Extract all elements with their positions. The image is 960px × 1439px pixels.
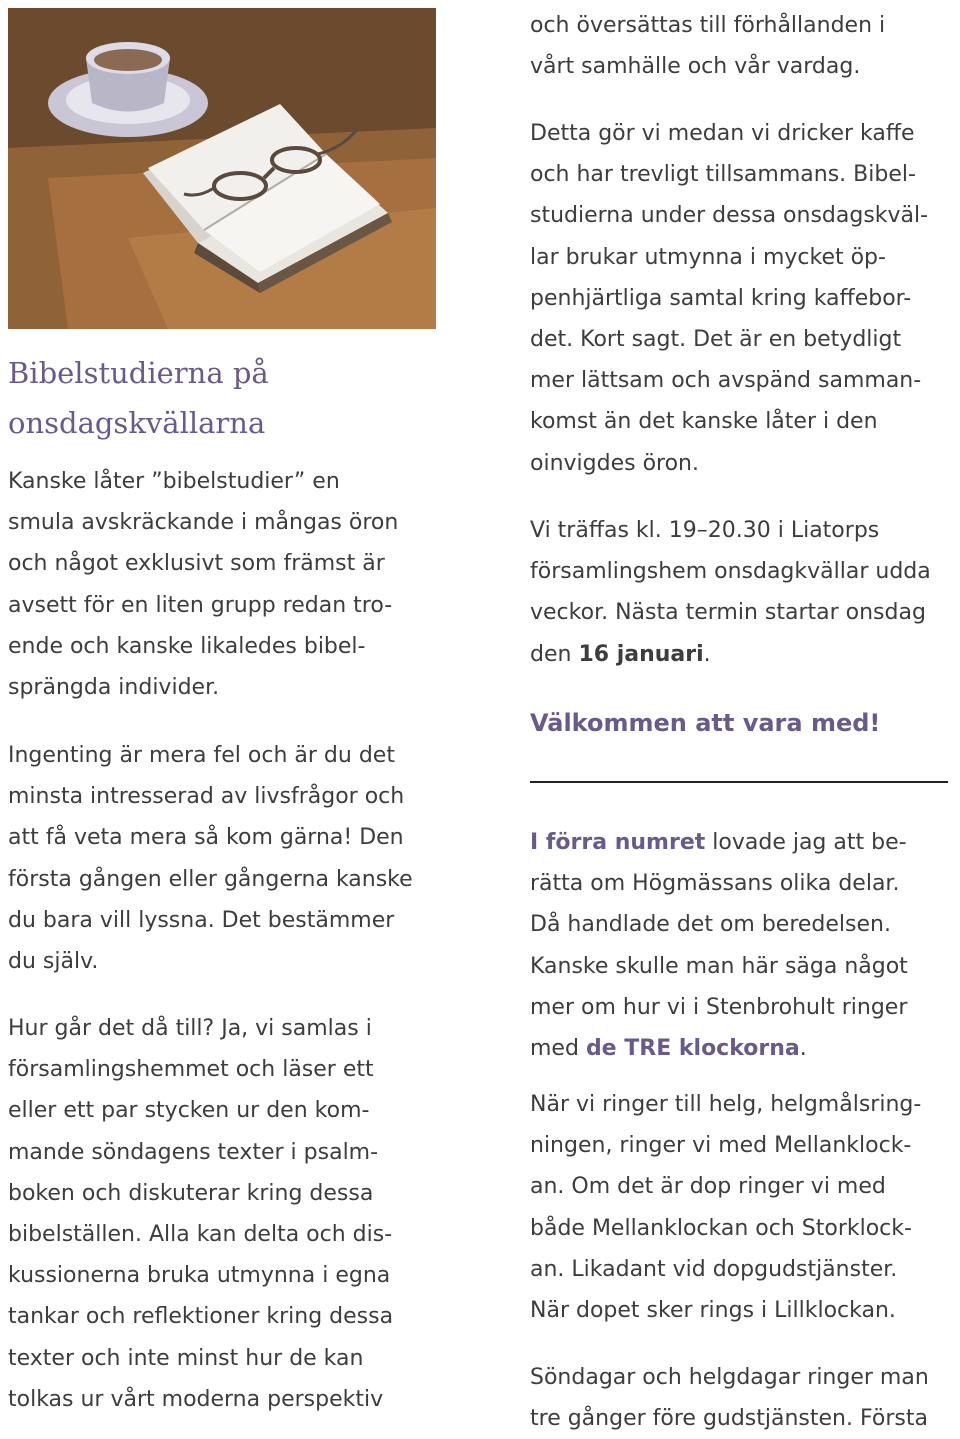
- welcome-block: [530, 703, 880, 744]
- text-line: När vi ringer till helg, helgmålsring-: [530, 1092, 922, 1117]
- text-line: tolkas ur vårt moderna perspektiv: [8, 1386, 384, 1412]
- text-line: an. Om det är dop ringer vi med: [530, 1174, 886, 1200]
- text-line: texter och inte minst hur de kan: [8, 1345, 364, 1371]
- date-prefix: den: [530, 641, 579, 667]
- text-line: Ingenting är mera fel och är du det: [8, 743, 395, 768]
- bells-paragraph: [530, 1084, 921, 1331]
- text-line: smula avskräckande i mångas öron: [8, 510, 399, 536]
- text-line: tankar och reflektioner kring dessa: [8, 1304, 394, 1330]
- text-line: mer om hur vi i Stenbrohult ringer: [530, 994, 908, 1020]
- text-line: mande söndagens texter i psalm-: [8, 1139, 379, 1165]
- text-line: Kanske låter ”bibelstudier” en: [8, 469, 340, 494]
- text-line: ningen, ringer vi med Mellanklock-: [530, 1133, 912, 1159]
- text-run: med: [530, 1036, 586, 1062]
- text-line: församlingshem onsdagkvällar udda: [530, 559, 931, 585]
- illustration-svg: [8, 8, 436, 329]
- text-line: eller ett par stycken ur den kom-: [8, 1098, 370, 1124]
- welcome-heading: Välkommen att vara med!: [530, 709, 881, 737]
- accent-previous-issue: I förra numret: [530, 830, 706, 855]
- text-line: oinvigdes öron.: [530, 450, 699, 476]
- text-line: församlingshemmet och läser ett: [8, 1057, 374, 1083]
- text-line: lar brukar utmynna i mycket öp-: [530, 244, 886, 270]
- start-date: 16 januari: [578, 641, 704, 667]
- text-line: mer lättsam och avspänd samman-: [530, 368, 922, 394]
- text-line: minsta intresserad av livsfrågor och: [8, 784, 405, 810]
- text-line: både Mellanklockan och Storklock-: [530, 1215, 912, 1241]
- text-line: komst än det kanske låter i den: [530, 409, 878, 435]
- text-line: veckor. Nästa termin startar onsdag: [530, 600, 926, 626]
- text-line: och översättas till förhållanden i: [530, 13, 886, 38]
- text-line: du bara vill lyssna. Det bestämmer: [8, 907, 395, 933]
- text-run: .: [799, 1036, 807, 1062]
- left-paragraph-1: [8, 461, 398, 708]
- text-line: och har trevligt tillsammans. Bibel-: [530, 162, 916, 188]
- text-line: När dopet sker rings i Lillklockan.: [530, 1298, 896, 1324]
- text-line: studierna under dessa onsdagskväl-: [530, 203, 929, 229]
- date-suffix: .: [703, 641, 711, 667]
- text-line: an. Likadant vid dopgudstjänster.: [530, 1256, 898, 1282]
- sunday-paragraph: [530, 1357, 929, 1439]
- meeting-info-paragraph: [530, 510, 931, 675]
- text-line: Kanske skulle man här säga något: [530, 953, 908, 979]
- text-line: Söndagar och helgdagar ringer man: [530, 1365, 929, 1390]
- text-line: det. Kort sagt. Det är en betydligt: [530, 327, 902, 353]
- text-line: kussionerna bruka utmynna i egna: [8, 1263, 391, 1289]
- text-line: rätta om Högmässans olika delar.: [530, 871, 900, 897]
- text-line: att få veta mera så kom gärna! Den: [8, 825, 404, 851]
- text-line: vårt samhälle och vår vardag.: [530, 54, 861, 80]
- text-line: avsett för en liten grupp redan tro-: [8, 592, 393, 618]
- accent-three-bells: de TRE klockorna: [585, 1036, 800, 1062]
- right-paragraph-1: [530, 5, 885, 87]
- article-title: [8, 348, 269, 448]
- text-line: boken och diskuterar kring dessa: [8, 1180, 374, 1206]
- text-line: bibelställen. Alla kan delta och dis-: [8, 1222, 393, 1248]
- text-line: [530, 822, 908, 863]
- left-paragraph-3: [8, 1008, 393, 1420]
- coffee-book-glasses-illustration: [8, 8, 436, 329]
- article-title-line-1: Bibelstudierna på: [8, 356, 269, 390]
- text-line: penhjärtliga samtal kring kaffebor-: [530, 285, 912, 311]
- text-line: [530, 634, 931, 675]
- text-line: Vi träffas kl. 19–20.30 i Liatorps: [530, 518, 880, 543]
- text-line: första gången eller gångerna kanske: [8, 866, 413, 892]
- text-line: du själv.: [8, 949, 99, 975]
- text-run: lovade jag att be-: [705, 830, 907, 855]
- text-line: och något exklusivt som främst är: [8, 551, 385, 577]
- left-paragraph-2: [8, 735, 413, 982]
- text-line: Detta gör vi medan vi dricker kaffe: [530, 121, 915, 146]
- article-title-line-2: onsdagskvällarna: [8, 406, 266, 440]
- text-line: Hur går det då till? Ja, vi samlas i: [8, 1016, 372, 1041]
- right-paragraph-2: [530, 113, 928, 484]
- text-line: Då handlade det om beredelsen.: [530, 912, 891, 938]
- section-divider: [530, 781, 948, 783]
- bells-intro-paragraph: [530, 822, 908, 1069]
- text-line: [530, 1028, 908, 1069]
- text-line: tre gånger före gudstjänsten. Första: [530, 1406, 928, 1432]
- text-line: ende och kanske likaledes bibel-: [8, 633, 366, 659]
- text-line: sprängda individer.: [8, 675, 220, 701]
